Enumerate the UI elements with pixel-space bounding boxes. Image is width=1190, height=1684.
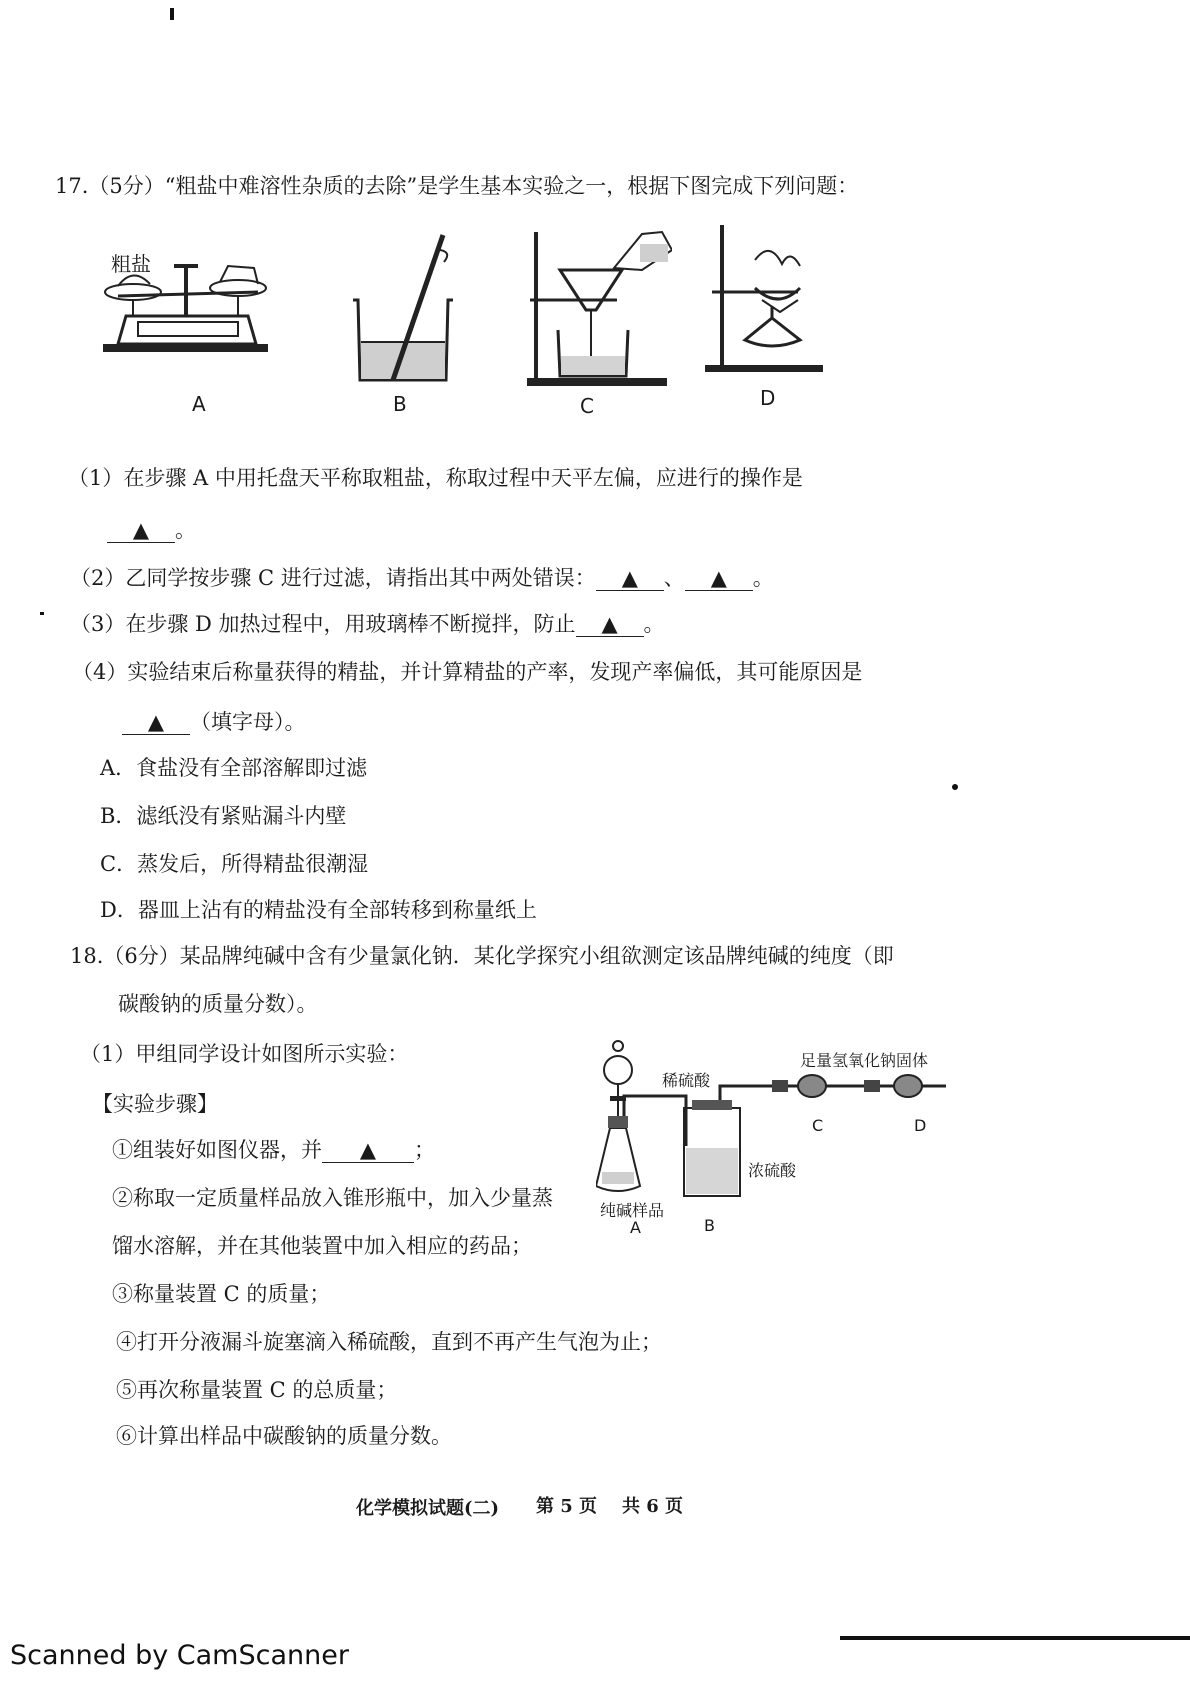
answer-blank[interactable]: ▲: [685, 566, 753, 591]
q18-steps-title: 【实验步骤】: [92, 1092, 218, 1116]
q18-step4: ④打开分液漏斗旋塞滴入稀硫酸，直到不再产生气泡为止；: [116, 1330, 662, 1354]
label-sample: 纯碱样品: [600, 1201, 665, 1220]
q17-part4-answer: ▲ （填字母）。: [122, 708, 306, 736]
label-bottle-B: B: [704, 1216, 715, 1235]
balance-icon: [98, 226, 273, 356]
q18-step2b: 馏水溶解，并在其他装置中加入相应的药品；: [112, 1234, 532, 1258]
camscanner-watermark: Scanned by CamScanner: [10, 1640, 349, 1671]
q17-stem: 17.（5分）“粗盐中难溶性杂质的去除”是学生基本实验之一，根据下图完成下列问题：: [55, 174, 859, 198]
label-B: B: [393, 392, 407, 416]
footer-title: 化学模拟试题(二): [356, 1498, 500, 1519]
q17-part1: （1）在步骤 A 中用托盘天平称取粗盐，称取过程中天平左偏，应进行的操作是: [68, 466, 803, 490]
figure-evaporation: [700, 220, 830, 380]
label-naoh-solid: 足量氢氧化钠固体: [800, 1051, 929, 1070]
answer-blank[interactable]: ▲: [107, 518, 175, 543]
scan-speck: [40, 612, 44, 615]
q17-part3: （3）在步骤 D 加热过程中，用玻璃棒不断搅拌，防止 ▲ 。: [70, 612, 665, 636]
q18-step3: ③称量装置 C 的质量；: [112, 1282, 331, 1306]
answer-blank[interactable]: ▲: [122, 710, 190, 735]
q18-step6: ⑥计算出样品中碳酸钠的质量分数。: [116, 1424, 452, 1448]
q18-stem-1: 18.（6分）某品牌纯碱中含有少量氯化钠．某化学探究小组欲测定该品牌纯碱的纯度（即: [70, 944, 894, 968]
q17-part1-answer: ▲ 。: [107, 516, 196, 544]
footer-total: 共 6 页: [622, 1496, 684, 1517]
q17-option-c: C．蒸发后，所得精盐很潮湿: [100, 852, 369, 876]
label-tube-D: D: [914, 1116, 927, 1135]
label-A: A: [192, 392, 206, 416]
q17-option-a: A．食盐没有全部溶解即过滤: [100, 756, 368, 780]
figure-beaker: [348, 230, 463, 385]
figure-balance: [98, 226, 273, 356]
scan-edge-line: [840, 1636, 1190, 1640]
figure-filtration: [522, 220, 672, 390]
filtration-icon: [522, 220, 672, 390]
q18-part1: （1）甲组同学设计如图所示实验：: [80, 1042, 409, 1066]
label-D: D: [760, 386, 776, 410]
answer-blank[interactable]: ▲: [596, 566, 664, 591]
q18-step1: ①组装好如图仪器，并 ▲ ；: [112, 1138, 435, 1162]
label-conc-acid: 浓硫酸: [748, 1161, 797, 1180]
beaker-icon: [348, 230, 463, 385]
q17-option-b: B．滤纸没有紧贴漏斗内壁: [100, 804, 347, 828]
q17-part2: （2）乙同学按步骤 C 进行过滤，请指出其中两处错误： ▲ 、 ▲ 。: [70, 566, 774, 590]
q17-option-d: D．器皿上沾有的精盐没有全部转移到称量纸上: [100, 898, 537, 922]
label-crude-salt: 粗盐: [111, 252, 151, 276]
q18-stem-2: 碳酸钠的质量分数）。: [118, 992, 318, 1016]
scan-speck: [952, 784, 958, 790]
footer-page: 第 5 页: [536, 1496, 598, 1517]
label-dilute-acid: 稀硫酸: [662, 1071, 711, 1090]
scan-speck: [170, 8, 174, 20]
answer-blank[interactable]: ▲: [576, 612, 644, 637]
label-flask-A: A: [630, 1218, 641, 1237]
q18-step2a: ②称取一定质量样品放入锥形瓶中，加入少量蒸: [112, 1186, 553, 1210]
q18-step5: ⑤再次称量装置 C 的总质量；: [116, 1378, 398, 1402]
evaporation-icon: [700, 220, 830, 380]
q17-part4: （4）实验结束后称量获得的精盐，并计算精盐的产率，发现产率偏低，其可能原因是: [72, 660, 863, 684]
answer-blank[interactable]: ▲: [322, 1138, 414, 1163]
label-C: C: [580, 394, 594, 418]
label-tube-C: C: [812, 1116, 824, 1135]
